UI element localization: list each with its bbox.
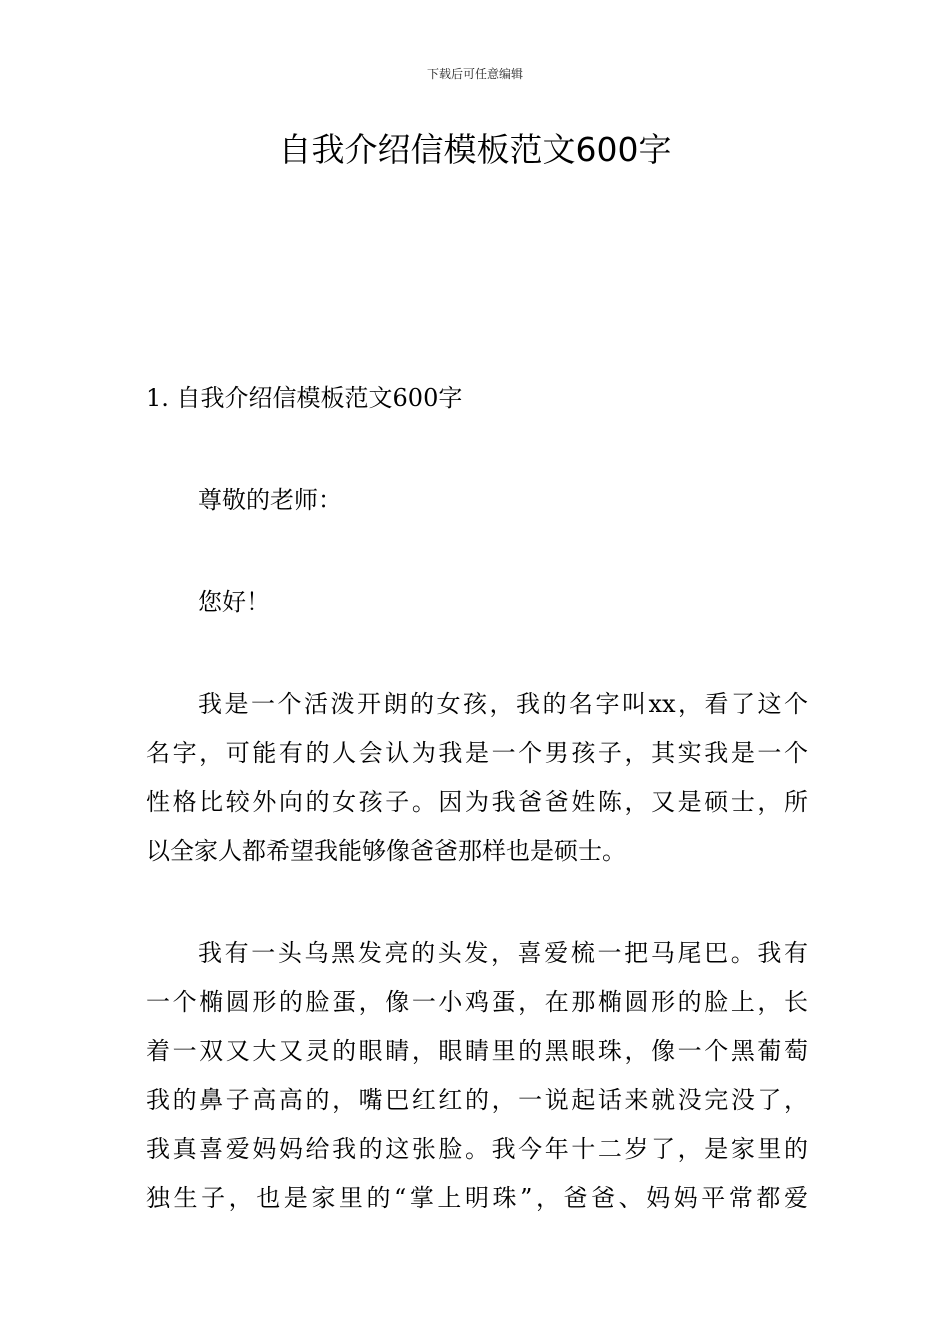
paragraph-line: 我是一个活泼开朗的女孩，我的名字叫xx，看了这个 [198,690,808,718]
paragraph-line: 一个椭圆形的脸蛋，像一小鸡蛋，在那椭圆形的脸上，长 [146,988,808,1016]
header-note: 下载后可任意编辑 [426,67,523,81]
document-body [146,374,808,1276]
body-paragraph [146,929,808,1223]
greeting: 您好！ [198,588,270,616]
paragraph-line: 名字，可能有的人会认为我是一个男孩子，其实我是一个 [146,739,808,767]
paragraph-line: 独生子，也是家里的“掌上明珠”，爸爸、妈妈平常都爱 [146,1184,808,1212]
body-paragraph [146,680,808,876]
paragraph-line: 我有一头乌黑发亮的头发，喜爱梳一把马尾巴。我有 [198,939,808,967]
document-title: 自我介绍信模板范文600字 [278,130,672,169]
paragraph-line: 着一双又大又灵的眼睛，眼睛里的黑眼珠，像一个黑葡萄 [146,1037,808,1065]
paragraph-line: 以全家人都希望我能够像爸爸那样也是硕士。 [146,837,626,865]
salutation: 尊敬的老师： [198,486,342,514]
section-heading: 1. 自我介绍信模板范文600字 [146,384,463,412]
paragraph-line: 我的鼻子高高的，嘴巴红红的，一说起话来就没完没了， [146,1086,808,1114]
paragraph-line: 我真喜爱妈妈给我的这张脸。我今年十二岁了，是家里的 [146,1135,808,1163]
paragraph-line: 性格比较外向的女孩子。因为我爸爸姓陈，又是硕士，所 [146,788,808,816]
